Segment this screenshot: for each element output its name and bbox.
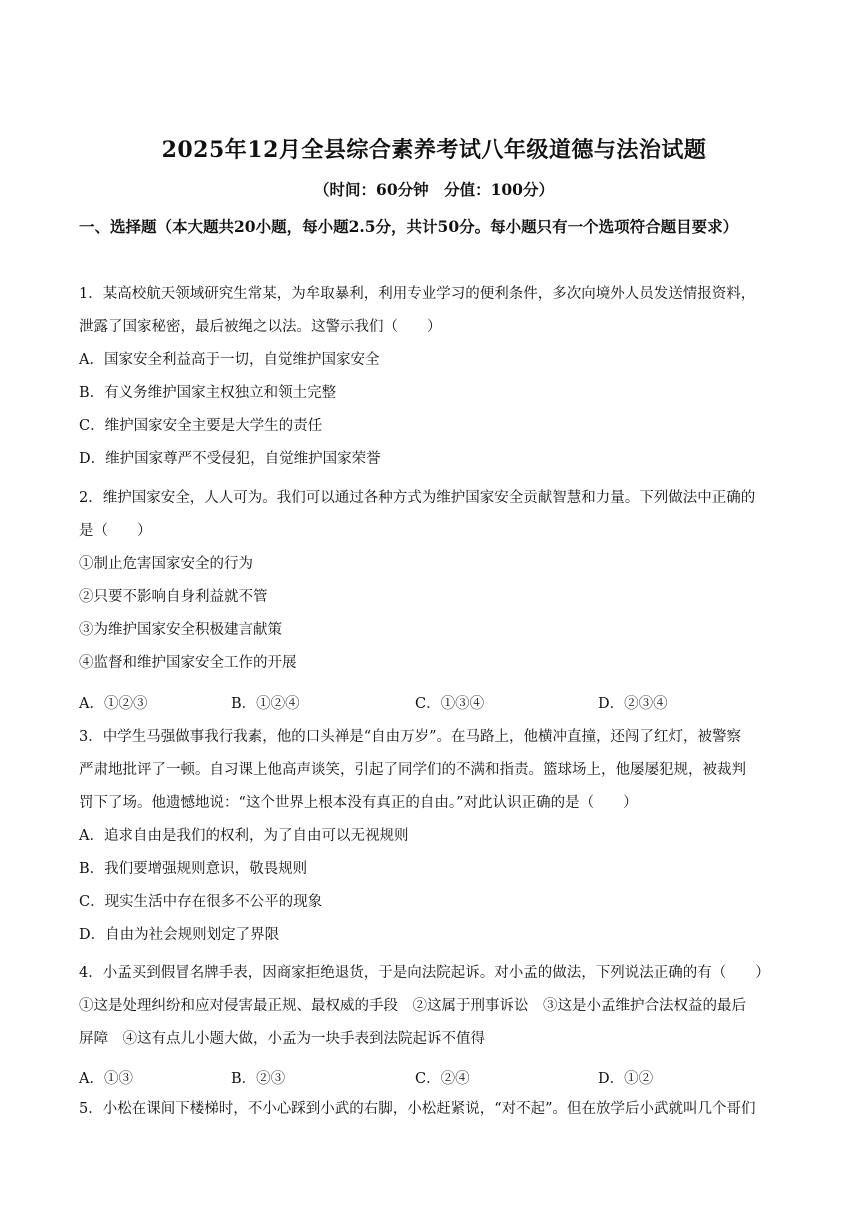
question-2-statement-3: ③为维护国家安全积极建言献策 bbox=[79, 622, 282, 638]
question-4-option-b: B．②③ bbox=[231, 1071, 286, 1087]
question-3-option-d: D．自由为社会规则划定了界限 bbox=[79, 927, 280, 943]
exam-time-info: （时间：60分钟 分值：100分） bbox=[314, 180, 554, 199]
question-5 bbox=[79, 1093, 797, 1126]
question-2-option-d: D．②③④ bbox=[598, 696, 668, 712]
question-1-option-c: C．维护国家安全主要是大学生的责任 bbox=[79, 418, 323, 434]
question-2-option-c: C．①③④ bbox=[415, 696, 485, 712]
question-2-statement-4: ④监督和维护国家安全工作的开展 bbox=[79, 655, 297, 671]
question-4-stem-line-3: 屏障 ④这有点儿小题大做，小孟为一块手表到法院起诉不值得 bbox=[79, 1031, 485, 1047]
question-2-stem-line-1: 2．维护国家安全，人人可为。我们可以通过各种方式为维护国家安全贡献智慧和力量。下列做法中正确的 bbox=[79, 490, 756, 506]
question-5-stem-line-1: 5．小松在课间下楼梯时，不小心踩到小武的右脚，小松赶紧说，“对不起”。但在放学后小武就叫几个哥们 bbox=[79, 1101, 756, 1117]
question-1-stem-line-1: 1．某高校航天领域研究生常某，为牟取暴利，利用专业学习的便利条件，多次向境外人员发送情报资料， bbox=[79, 286, 756, 302]
question-1-option-a: A．国家安全利益高于一切，自觉维护国家安全 bbox=[79, 352, 380, 368]
question-4-option-a: A．①③ bbox=[79, 1071, 133, 1087]
question-1 bbox=[79, 278, 797, 476]
question-3 bbox=[79, 721, 797, 952]
question-1-option-d: D．维护国家尊严不受侵犯，自觉维护国家荣誉 bbox=[79, 451, 381, 467]
question-3-stem-line-2: 严肃地批评了一顿。自习课上他高声谈笑，引起了同学们的不满和指责。篮球场上，他屡屡犯规，被裁判 bbox=[79, 762, 746, 778]
question-2 bbox=[79, 482, 797, 680]
section-heading: 一、选择题（本大题共20小题，每小题2.5分，共计50分。每小题只有一个选项符合题目要求） bbox=[79, 217, 739, 236]
question-4-option-d: D．①② bbox=[598, 1071, 654, 1087]
question-4 bbox=[79, 957, 797, 1056]
exam-title: 2025年12月全县综合素养考试八年级道德与法治试题 bbox=[161, 137, 707, 163]
question-1-option-b: B．有义务维护国家主权独立和领土完整 bbox=[79, 385, 337, 401]
question-1-stem-line-2: 泄露了国家秘密，最后被绳之以法。这警示我们（ ） bbox=[79, 319, 442, 335]
question-2-statement-2: ②只要不影响自身利益就不管 bbox=[79, 589, 268, 605]
question-3-option-b: B．我们要增强规则意识，敬畏规则 bbox=[79, 861, 308, 877]
question-4-option-c: C．②④ bbox=[415, 1071, 470, 1087]
question-4-stem-line-2: ①这是处理纠纷和应对侵害最正规、最权威的手段 ②这属于刑事诉讼 ③这是小孟维护合法权益的最后 bbox=[79, 998, 746, 1014]
question-2-option-b: B．①②④ bbox=[231, 696, 300, 712]
question-3-stem-line-3: 罚下了场。他遗憾地说：“这个世界上根本没有真正的自由。”对此认识正确的是（ ） bbox=[79, 795, 638, 811]
question-2-statement-1: ①制止危害国家安全的行为 bbox=[79, 556, 253, 572]
question-4-stem-line-1: 4．小孟买到假冒名牌手表，因商家拒绝退货，于是向法院起诉。对小孟的做法，下列说法正确的有（ ） bbox=[79, 965, 770, 981]
question-3-stem-line-1: 3．中学生马强做事我行我素，他的口头禅是“自由万岁”。在马路上，他横冲直撞，还闯了红灯，被警察 bbox=[79, 729, 742, 745]
question-2-stem-line-2: 是（ ） bbox=[79, 523, 152, 539]
question-3-option-c: C．现实生活中存在很多不公平的现象 bbox=[79, 894, 323, 910]
question-2-option-a: A．①②③ bbox=[79, 696, 148, 712]
question-3-option-a: A．追求自由是我们的权利，为了自由可以无视规则 bbox=[79, 828, 409, 844]
